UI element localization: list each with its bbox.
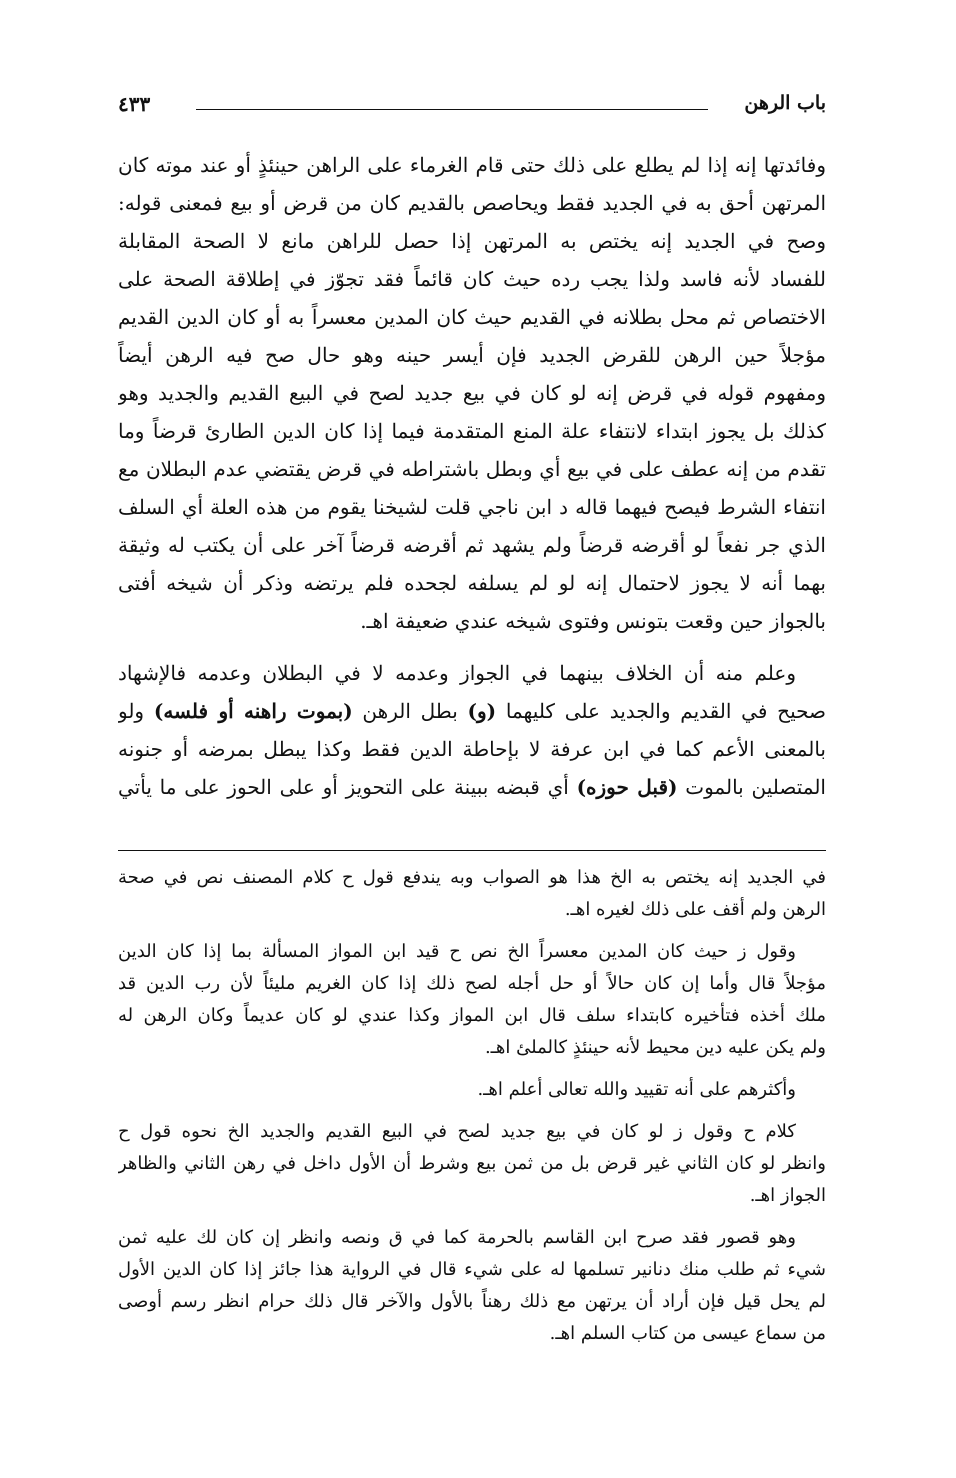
paragraph-gap <box>118 640 826 654</box>
note-line: وهو قصور فقد صرح ابن القاسم بالحرمة كما في ق ونصه وانظر إن كان لك عليه ثمن <box>118 1227 796 1248</box>
note-line: لم يحل قيل فإن أراد أن يرتهن مع ذلك رهناً بالأول والآخر قال ذلك حرام انظر رسم أوصى <box>118 1291 826 1312</box>
text-line <box>118 692 826 730</box>
matn-bold-text: (و) <box>467 699 497 723</box>
text-run: أي قبضه ببينة على التحويز أو على الحوز على ما يأتي <box>118 775 577 799</box>
matn-bold-text: (قبل حوزه) <box>576 775 678 799</box>
note-line: ملك أخذه فتأخيره كابتداء سلف قال ابن المواز وكذا عندي لو كان عديماً وكان الرهن له <box>118 1005 826 1026</box>
paragraph-gap <box>118 1106 826 1116</box>
note-line: من سماع عيسى من كتاب السلم اهـ. <box>549 1323 826 1344</box>
paragraph-gap <box>118 926 826 936</box>
text-line: بهما أنه لا يجوز لاحتمال إنه لو لم يسلفه لجحده فلم يرتضه وذكر أن شيخه أفتى <box>118 571 826 595</box>
text-line: للفساد لأنه فاسد ولذا يجب رده حيث كان قائماً فقد تجوّز في إطلاقة الصحة على <box>118 267 826 291</box>
note-line: وقول ز حيث كان المدين معسراً الخ نص ح قيد ابن المواز المسألة بما إذا كان الدين <box>118 941 796 962</box>
note-line: وأكثرهم على أنه تقييد والله تعالى أعلم اهـ. <box>477 1079 796 1100</box>
text-line: مؤجلاً حين الرهن للقرض الجديد فإن أيسر حينه وهو حال صح فيه الرهن أيضاً <box>118 343 826 367</box>
footnote-separator <box>118 850 826 851</box>
text-run: بطل الرهن <box>352 699 468 723</box>
note-line: وانظر لو كان الثاني غير قرض بل من ثمن بيع وشرط أن الأول داخل في رهن الثاني والظاهر <box>118 1153 826 1174</box>
text-line: انتفاء الشرط فيصح فيهما قاله د ابن ناجي قلت لشيخنا يقوم من هذه العلة أي السلف <box>118 495 826 519</box>
text-line: الذي جر نفعاً لو أقرضه قرضاً ولم يشهد ثم أقرضه قرضاً آخر على أن يكتب له وثيقة <box>118 533 826 557</box>
text-line: ومفهوم قوله في قرض إنه لو كان في بيع جديد لصح في البيع القديم والجديد وهو <box>118 381 826 405</box>
text-line: وصح في الجديد إنه يختص به المرتهن إذا حصل للراهن مانع لا الصحة المقابلة <box>118 229 826 253</box>
text-line: تقدم من إنه عطف على في بيع أي وبطل باشتراطه في قرض يقتضي عدم البطلان مع <box>118 457 826 481</box>
note-line: الجواز اهـ. <box>749 1185 826 1206</box>
note-line: كلام ح وقول ز لو كان في بيع جديد لصح في البيع القديم والجديد الخ نحوه قول ح <box>118 1121 796 1142</box>
matn-bold-text: (بموت راهنه أو فلسه) <box>153 699 353 723</box>
paragraph-gap <box>118 1064 826 1074</box>
text-line <box>118 768 826 806</box>
note-line: شيء ثم طلب منك دنانير تسلمها له على شيء قال في الرواية هذا جائز إذا كان الدين الأول <box>118 1259 826 1280</box>
paragraph-gap <box>118 1212 826 1222</box>
main-text <box>118 146 826 806</box>
text-line: المرتهن أحق به في الجديد فقط ويحاصص بالقديم كان من قرض أو بيع فمعنى قوله: <box>118 191 826 215</box>
page-header <box>118 92 826 124</box>
header-rule <box>196 109 708 110</box>
note-line: ولم يكن عليه دين محيط لأنه حينئذٍ كالملئ اهـ. <box>484 1037 826 1058</box>
chapter-title: باب الرهن <box>744 92 826 114</box>
text-run: المتصلين بالموت <box>677 775 826 799</box>
text-line: كذلك بل يجوز ابتداء لانتفاء علة المنع المتقدمة فيما إذا كان الدين الطارئ قرضاً وما <box>118 419 826 443</box>
text-run: ولو <box>118 699 154 723</box>
text-line: الاختصاص ثم محل بطلانه في القديم حيث كان المدين معسراً به أو كان الدين القديم <box>118 305 826 329</box>
text-line: وعلم منه أن الخلاف بينهما في الجواز وعدمه لا في البطلان وعدمه فالإشهاد <box>118 661 796 685</box>
note-line: في الجديد إنه يختص به الخ هذا هو الصواب وبه يندفع قول ح كلام المصنف نص في صحة <box>118 867 826 888</box>
text-line: بالجواز حين وقعت بتونس وفتوى شيخه عندي ضعيفة اهـ. <box>360 609 826 633</box>
text-line: وفائدتها إنه إذا لم يطلع على ذلك حتى قام الغرماء على الراهن حينئذٍ أو عند موته كان <box>118 153 826 177</box>
text-run: صحيح في القديم والجديد على كليهما <box>496 699 826 723</box>
text-line: بالمعنى الأعم كما في ابن عرفة لا بإحاطة الدين فقط وكذا يبطل بمرضه أو جنونه <box>118 737 826 761</box>
note-line: مؤجلاً قال وأما إن كان حالاً أو حل أجله لصح ذلك إذا كان الغريم مليئاً لأن رب الدين قد <box>118 973 826 994</box>
note-line: الرهن ولم أقف على ذلك لغيره اهـ. <box>564 899 826 920</box>
margin-notes <box>118 862 826 1350</box>
page-number: ٤٣٣ <box>118 92 151 116</box>
